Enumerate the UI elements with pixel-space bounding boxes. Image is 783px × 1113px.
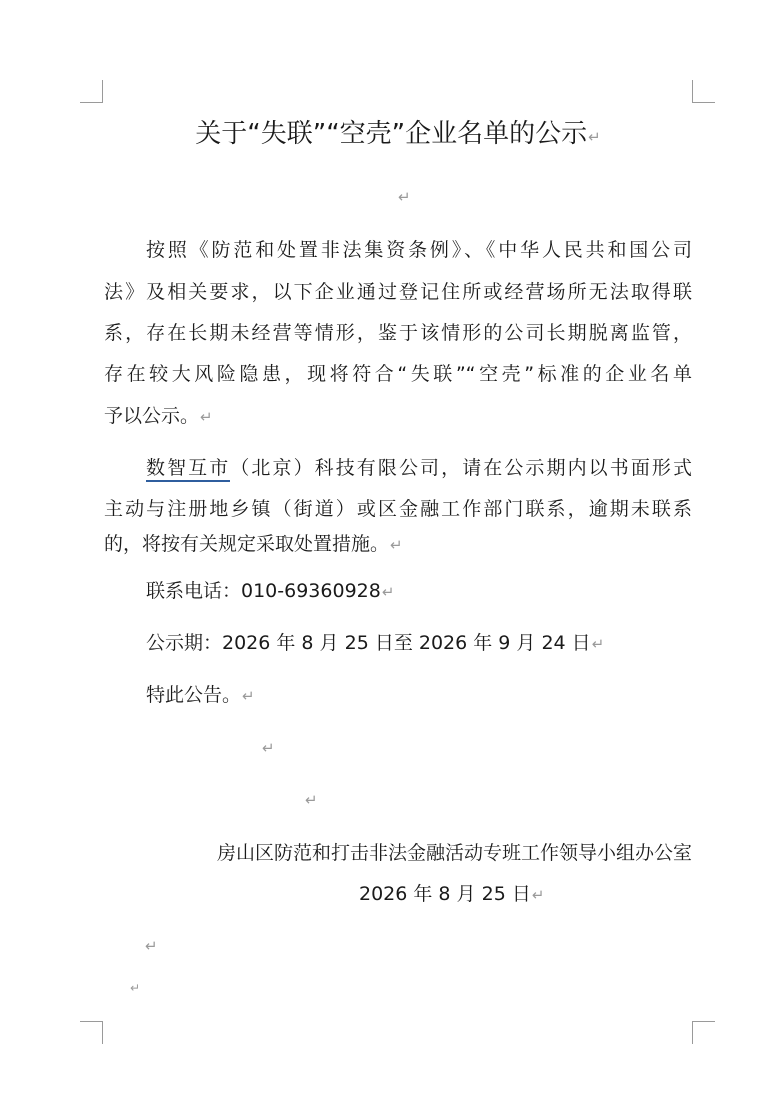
paragraph-2-line-2[interactable]: 主动与注册地乡镇（街道）或区金融工作部门联系，逾期未联系 xyxy=(104,498,692,520)
paragraph-mark-icon: ↵ xyxy=(588,128,601,146)
closing-line[interactable] xyxy=(104,680,255,711)
paragraph-mark-icon: ↵ xyxy=(305,791,318,809)
contact-text: 联系电话：010-69360928 xyxy=(146,580,381,602)
paragraph-mark-icon: ↵ xyxy=(381,583,395,601)
paragraph-mark-icon: ↵ xyxy=(145,937,158,955)
paragraph-2-line-3[interactable] xyxy=(104,529,403,560)
paragraph-1-line-1[interactable]: 按照《防范和处置非法集资条例》、《中华人民共和国公司 xyxy=(146,239,692,261)
crop-mark-bottom-left xyxy=(80,1021,103,1044)
paragraph-mark-icon: ↵ xyxy=(591,635,605,653)
crop-mark-top-right xyxy=(692,80,715,103)
paragraph-mark-icon: ↵ xyxy=(242,687,255,705)
paragraph-mark-icon: ↵ xyxy=(200,408,213,426)
document-title[interactable] xyxy=(104,114,692,157)
publicity-period[interactable] xyxy=(104,628,604,659)
paragraph-1-line-4[interactable]: 存在较大风险隐患，现将符合“失联”“空壳”标准的企业名单 xyxy=(104,363,692,385)
contact-phone[interactable] xyxy=(104,576,394,607)
signature-date-text: 2026 年 8 月 25 日 xyxy=(359,883,531,905)
title-text: 关于“失联”“空壳”企业名单的公示 xyxy=(195,119,588,149)
paragraph-mark-icon: ↵ xyxy=(390,536,403,554)
paragraph-2-line-1-text: （北京）科技有限公司，请在公示期内以书面形式 xyxy=(230,457,692,479)
paragraph-1-line-5-text: 予以公示。 xyxy=(104,405,200,427)
crop-mark-top-left xyxy=(80,80,103,103)
period-text: 公示期：2026 年 8 月 25 日至 2026 年 9 月 24 日 xyxy=(146,632,591,654)
paragraph-mark-icon: ↵ xyxy=(531,886,545,904)
crop-mark-bottom-right xyxy=(692,1021,715,1044)
company-name[interactable]: 数智互市 xyxy=(146,457,230,482)
paragraph-2-line-1[interactable] xyxy=(104,453,692,483)
signature-date[interactable] xyxy=(359,879,544,910)
closing-text: 特此公告。 xyxy=(146,684,242,706)
paragraph-mark-icon: ↵ xyxy=(130,981,141,995)
paragraph-2-line-3-text: 的，将按有关规定采取处置措施。 xyxy=(104,533,390,555)
paragraph-1-line-2[interactable]: 法》及相关要求，以下企业通过登记住所或经营场所无法取得联 xyxy=(104,281,692,303)
paragraph-1-line-3[interactable]: 系，存在长期未经营等情形，鉴于该情形的公司长期脱离监管， xyxy=(104,322,692,344)
paragraph-mark-icon: ↵ xyxy=(398,188,411,206)
paragraph-1-line-5[interactable] xyxy=(104,401,213,432)
paragraph-mark-icon: ↵ xyxy=(262,739,275,757)
signature-organization[interactable]: 房山区防范和打击非法金融活动专班工作领导小组办公室 xyxy=(216,842,692,864)
